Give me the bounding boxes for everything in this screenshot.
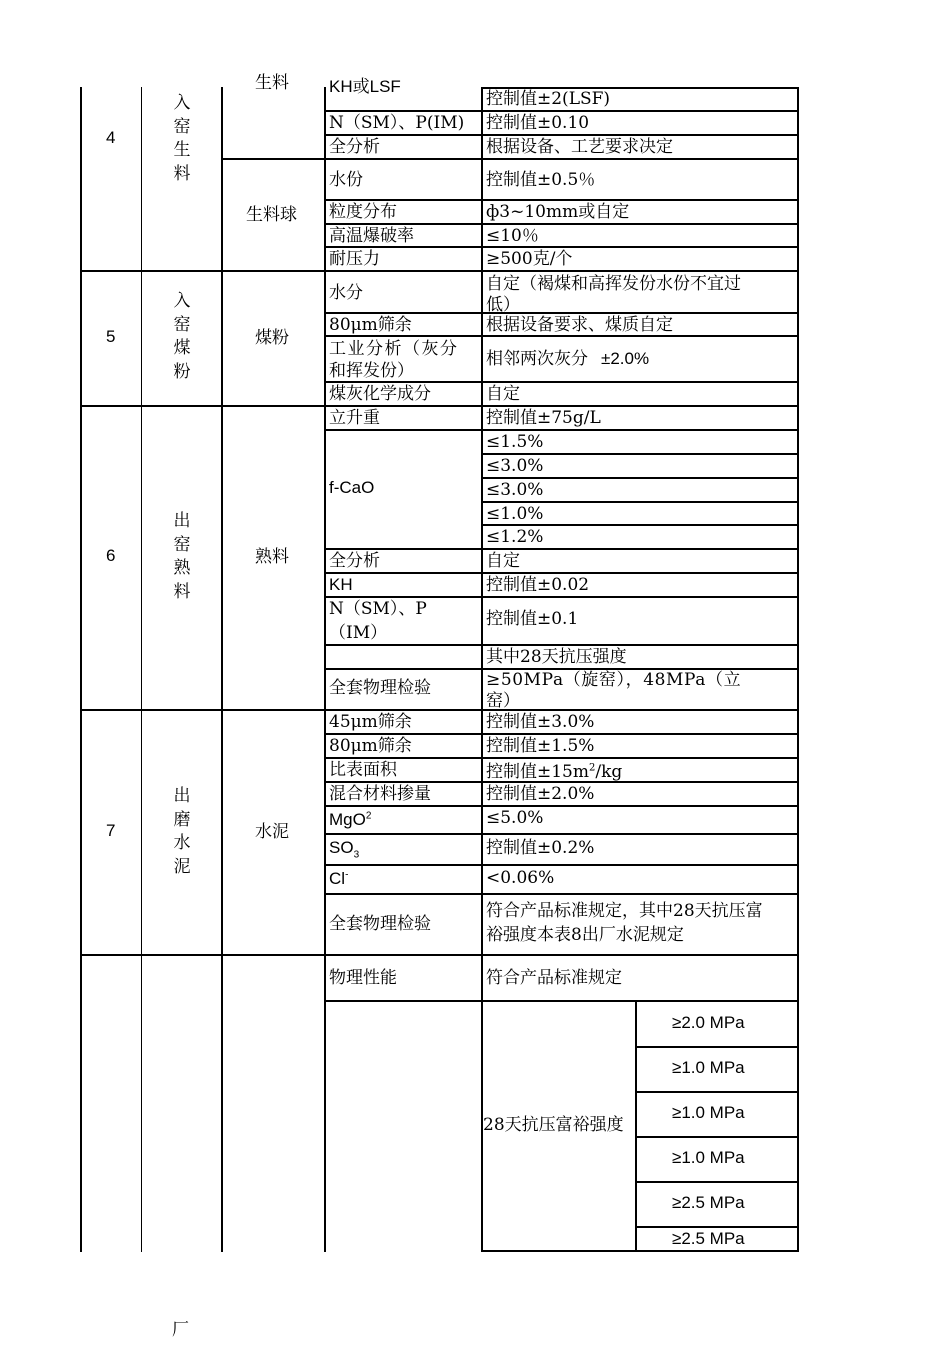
row-line bbox=[481, 1250, 798, 1252]
param-cell: 煤灰化学成分 bbox=[329, 384, 431, 404]
item-name: 水泥 bbox=[255, 822, 289, 842]
item-name: 熟料 bbox=[255, 547, 289, 567]
row-line bbox=[324, 644, 798, 646]
row-line bbox=[324, 833, 798, 835]
row-number: 6 bbox=[106, 546, 116, 565]
sample-location: 出窑熟料 bbox=[173, 511, 191, 602]
sample-location: 入窑生料 bbox=[173, 93, 191, 184]
value-cell: ≤10％ bbox=[486, 226, 539, 246]
param-cell: 立升重 bbox=[329, 408, 380, 428]
sub-value-cell: ≥1.0 MPa bbox=[672, 1058, 745, 1077]
row-line bbox=[324, 381, 798, 383]
row-line bbox=[635, 1136, 798, 1138]
row-line bbox=[481, 453, 798, 455]
row-line bbox=[635, 1091, 798, 1093]
cl-label: Cl bbox=[329, 869, 346, 888]
param-cell: 高温爆破率 bbox=[329, 226, 414, 246]
sub-value-cell: ≥1.0 MPa bbox=[672, 1148, 745, 1167]
sample-location: 出磨水泥 bbox=[173, 786, 191, 877]
value-cell: ф3~10mm或自定 bbox=[486, 202, 630, 222]
value-cell: 相邻两次灰分 bbox=[486, 349, 588, 369]
row-line bbox=[324, 246, 798, 248]
row-line bbox=[324, 134, 798, 136]
param-cell: 混合材料掺量 bbox=[329, 784, 431, 804]
value-cell: 自定 bbox=[486, 384, 520, 404]
param-cell: 80μm筛余 bbox=[329, 736, 412, 756]
value-cell: <0.06% bbox=[486, 868, 555, 888]
row-line bbox=[324, 757, 798, 759]
param-cell: N（SM）、P(IM) bbox=[329, 113, 465, 133]
sub-value-cell: ≥2.0 MPa bbox=[672, 1013, 745, 1032]
mgo-superscript: 2 bbox=[365, 810, 372, 822]
param-cell: 水分 bbox=[329, 283, 363, 303]
value-cell: 自定 bbox=[486, 551, 520, 571]
row-number: 7 bbox=[106, 821, 116, 840]
param-cell: 比表面积 bbox=[329, 760, 397, 780]
so3-subscript: 3 bbox=[353, 849, 360, 861]
row-line bbox=[324, 572, 798, 574]
param-cell: 物理性能 bbox=[329, 968, 397, 988]
value-cell: ≥500克/个 bbox=[486, 249, 573, 269]
value-cell: 符合产品标准规定 bbox=[486, 968, 622, 988]
table-left-border bbox=[80, 87, 82, 1252]
row-number: 5 bbox=[106, 327, 116, 346]
value-cell: ≤3.0% bbox=[486, 480, 544, 500]
value-cell: 裕强度本表8出厂水泥规定 bbox=[486, 925, 684, 945]
sub-value-cell: ≥2.5 MPa bbox=[672, 1229, 745, 1248]
row-line bbox=[324, 893, 798, 895]
row-line bbox=[635, 1226, 798, 1228]
value-cell: 根据设备要求、煤质自定 bbox=[486, 315, 673, 335]
value-cell: ≤1.5% bbox=[486, 432, 544, 452]
value-cell: 其中28天抗压强度 bbox=[486, 647, 627, 667]
param-cell: 粒度分布 bbox=[329, 202, 397, 222]
so3-label: SO bbox=[329, 838, 354, 857]
row-line bbox=[324, 548, 798, 550]
param-cell bbox=[329, 838, 360, 861]
value-cell: 窑） bbox=[486, 691, 520, 711]
value-cell: 控制值±2.0% bbox=[486, 784, 595, 804]
param-cell: 全套物理检验 bbox=[329, 914, 431, 934]
value-cell: 控制值±0.10 bbox=[486, 113, 590, 133]
value-cell: ≤5.0% bbox=[486, 808, 544, 828]
cl-superscript: - bbox=[345, 869, 349, 881]
row-line bbox=[80, 954, 798, 956]
param-cell: 80μm筛余 bbox=[329, 315, 412, 335]
value-cell: 低） bbox=[486, 295, 520, 315]
page-footer-text: 厂 bbox=[172, 1320, 189, 1340]
row-line bbox=[324, 733, 798, 735]
param-cell: KH或LSF bbox=[329, 77, 401, 96]
param-cell: 全分析 bbox=[329, 137, 380, 157]
col-line-sub bbox=[635, 1001, 637, 1252]
row-line bbox=[635, 1046, 798, 1048]
value-cell: ≤1.2% bbox=[486, 527, 544, 547]
col-line-2 bbox=[221, 87, 223, 1252]
param-cell bbox=[329, 869, 348, 889]
param-cell: （IM） bbox=[329, 623, 388, 643]
row-line bbox=[324, 805, 798, 807]
param-cell: 耐压力 bbox=[329, 249, 380, 269]
param-cell bbox=[329, 810, 371, 830]
value-cell: 控制值±0.1 bbox=[486, 609, 579, 629]
value-cell: ≤3.0% bbox=[486, 456, 544, 476]
row-line bbox=[324, 596, 798, 598]
value-cell: 控制值±3.0% bbox=[486, 712, 595, 732]
col-line-3 bbox=[324, 87, 326, 1252]
row-line bbox=[324, 199, 798, 201]
value-cell bbox=[486, 762, 622, 782]
sample-location: 入窑煤粉 bbox=[173, 291, 191, 382]
mgo-label: MgO bbox=[329, 810, 366, 829]
row-line bbox=[481, 524, 798, 526]
value-cell: 控制值±0.2% bbox=[486, 838, 595, 858]
param-cell: 和挥发份） bbox=[329, 361, 414, 381]
item-name: 生料球 bbox=[246, 205, 297, 225]
row-line bbox=[324, 864, 798, 866]
value-cell: 控制值±0.02 bbox=[486, 575, 590, 595]
param-cell: 45μm筛余 bbox=[329, 712, 412, 732]
param-cell: 全分析 bbox=[329, 551, 380, 571]
row-line bbox=[324, 429, 798, 431]
row-line bbox=[80, 270, 798, 272]
param-cell: f-CaO bbox=[329, 478, 375, 497]
param-cell: 工业分析（灰分 bbox=[329, 339, 459, 359]
value-cell: ≥50MPa（旋窑），48MPa（立 bbox=[486, 670, 742, 690]
param-cell: 水份 bbox=[329, 170, 363, 190]
row-line bbox=[324, 335, 798, 337]
item-name: 煤粉 bbox=[255, 328, 289, 348]
col-line-right bbox=[797, 87, 799, 1252]
row-line bbox=[481, 477, 798, 479]
value-cell: ≤1.0% bbox=[486, 504, 544, 524]
value-cell: ±2.0% bbox=[601, 349, 650, 368]
value-cell: 控制值±0.5％ bbox=[486, 170, 596, 190]
value-cell: 控制值±2(LSF) bbox=[486, 89, 611, 109]
col-line-4 bbox=[481, 87, 483, 1252]
sub-value-cell: ≥1.0 MPa bbox=[672, 1103, 745, 1122]
value-cell: 控制值±75g/L bbox=[486, 408, 601, 428]
param-cell: KH bbox=[329, 575, 353, 594]
col-line-1 bbox=[141, 87, 142, 1252]
row-line bbox=[481, 501, 798, 503]
item-name: 生料 bbox=[255, 73, 289, 93]
param-cell: N（SM）、P bbox=[329, 599, 427, 619]
value-cell: 控制值±1.5% bbox=[486, 736, 595, 756]
row-line bbox=[324, 312, 798, 314]
row-line bbox=[80, 405, 798, 407]
param-cell: 全套物理检验 bbox=[329, 678, 431, 698]
row-number: 4 bbox=[106, 128, 116, 147]
value-cell: 28天抗压富裕强度 bbox=[483, 1115, 624, 1135]
ssa-superscript: 2 bbox=[589, 762, 596, 774]
row-line bbox=[221, 158, 798, 160]
row-line bbox=[324, 1000, 798, 1002]
sub-value-cell: ≥2.5 MPa bbox=[672, 1193, 745, 1212]
ssa-value: 控制值±15m bbox=[486, 762, 589, 782]
value-cell: 根据设备、工艺要求决定 bbox=[486, 137, 673, 157]
value-cell: 符合产品标准规定，其中28天抗压富 bbox=[486, 901, 763, 921]
value-cell: 自定（褐煤和高挥发份水份不宜过 bbox=[486, 274, 741, 294]
row-line bbox=[324, 223, 798, 225]
row-line bbox=[635, 1181, 798, 1183]
row-line bbox=[80, 709, 798, 711]
row-line bbox=[324, 110, 798, 112]
ssa-unit: /kg bbox=[595, 762, 623, 782]
